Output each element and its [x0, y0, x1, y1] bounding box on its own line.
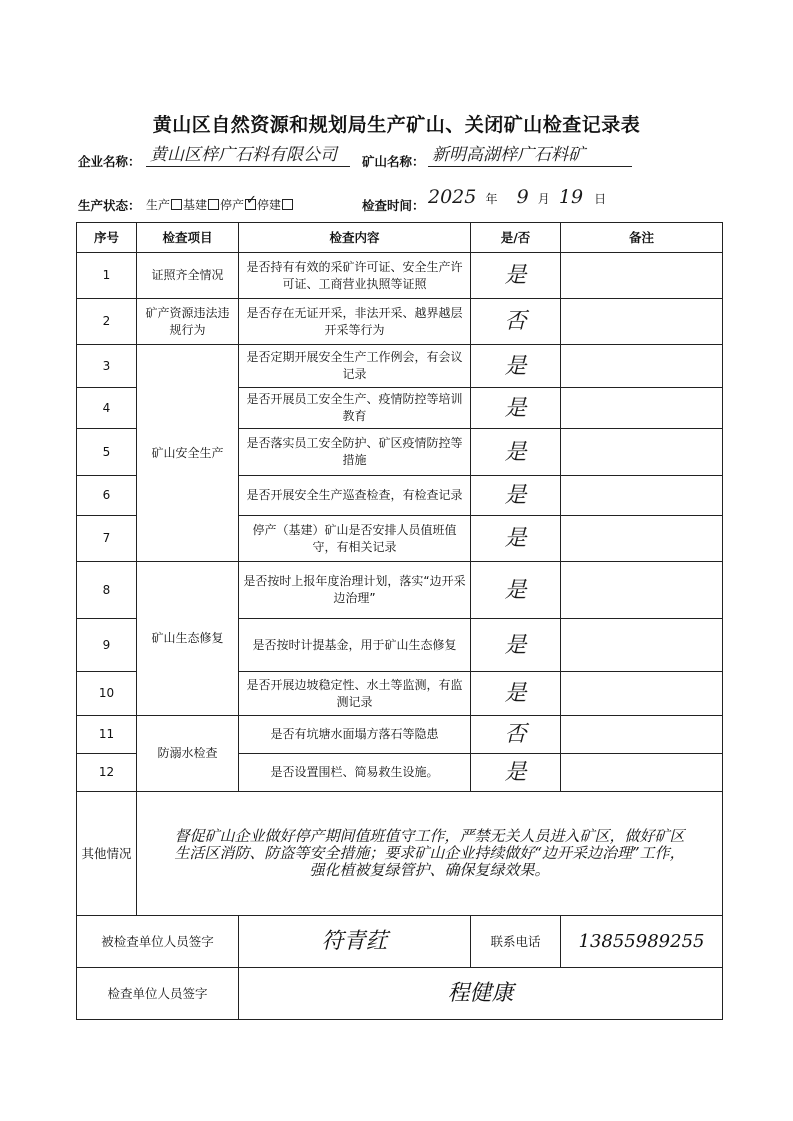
row-note [561, 516, 723, 562]
row-content: 是否设置围栏、简易救生设施。 [239, 754, 471, 792]
header-note: 备注 [561, 223, 723, 253]
row-note [561, 253, 723, 299]
other-text [137, 792, 723, 916]
row-answer: 是 [471, 672, 561, 716]
row-answer: 是 [471, 562, 561, 619]
enterprise-label: 企业名称： [78, 154, 141, 169]
status-checkbox[interactable] [282, 199, 293, 210]
row-answer: 是 [471, 388, 561, 429]
table-row [77, 299, 723, 345]
date-year: 2025 [428, 186, 477, 208]
row-content: 是否有坑塘水面塌方落石等隐患 [239, 716, 471, 754]
status-label: 生产状态： [78, 198, 141, 213]
phone-value: 13855989255 [561, 916, 723, 968]
other-line: 强化植被复绿管护、确保复绿效果。 [309, 861, 550, 879]
header-content: 检查内容 [239, 223, 471, 253]
status-checkbox[interactable] [245, 199, 256, 210]
row-content: 是否开展安全生产巡查检查，有检查记录 [239, 476, 471, 516]
date-month-unit: 月 [537, 192, 550, 206]
date-label: 检查时间： [362, 198, 425, 213]
status-option-label: 生产 [146, 198, 171, 212]
other-line: 督促矿山企业做好停产期间值班值守工作，严禁无关人员进入矿区，做好矿区 [174, 827, 685, 845]
table-row [77, 716, 723, 754]
row-no: 5 [77, 429, 137, 476]
row-content: 是否落实员工安全防护、矿区疫情防控等措施 [239, 429, 471, 476]
document-title: 黄山区自然资源和规划局生产矿山、关闭矿山检查记录表 [152, 114, 641, 136]
inspector-signature: 程健康 [239, 968, 723, 1020]
row-answer: 是 [471, 476, 561, 516]
status-option-label: 停产 [220, 198, 245, 212]
date-month: 9 [516, 186, 529, 208]
row-no: 11 [77, 716, 137, 754]
status-checkbox[interactable] [171, 199, 182, 210]
row-answer: 是 [471, 345, 561, 388]
row-note [561, 754, 723, 792]
row-no: 2 [77, 299, 137, 345]
status-checkbox[interactable] [208, 199, 219, 210]
table-row [77, 253, 723, 299]
date-day-unit: 日 [594, 192, 607, 206]
row-answer: 是 [471, 429, 561, 476]
enterprise-value: 黄山区梓广石料有限公司 [146, 140, 350, 167]
row-no: 7 [77, 516, 137, 562]
row-answer: 是 [471, 516, 561, 562]
row-content: 是否按时计提基金，用于矿山生态修复 [239, 619, 471, 672]
row-answer: 否 [471, 299, 561, 345]
row-no: 10 [77, 672, 137, 716]
row-note [561, 299, 723, 345]
date-day: 19 [558, 186, 584, 208]
status-option-label: 停建 [257, 198, 282, 212]
row-note [561, 388, 723, 429]
inspection-table [76, 222, 723, 1020]
row-no: 3 [77, 345, 137, 388]
status-options [146, 196, 294, 213]
row-no: 1 [77, 253, 137, 299]
row-no: 12 [77, 754, 137, 792]
row-content: 是否按时上报年度治理计划，落实“边开采边治理” [239, 562, 471, 619]
row-content: 是否持有有效的采矿许可证、安全生产许可证、工商营业执照等证照 [239, 253, 471, 299]
row-answer: 是 [471, 619, 561, 672]
table-header-row [77, 223, 723, 253]
status-option-label: 基建 [183, 198, 208, 212]
row-item: 矿山生态修复 [137, 562, 239, 716]
inspector-sign-label: 检查单位人员签字 [77, 968, 239, 1020]
row-note [561, 476, 723, 516]
date-year-unit: 年 [485, 192, 498, 206]
row-content: 是否开展员工安全生产、疫情防控等培训教育 [239, 388, 471, 429]
row-content: 是否开展边坡稳定性、水土等监测，有监测记录 [239, 672, 471, 716]
row-note [561, 672, 723, 716]
inspected-signature: 符青荭 [239, 916, 471, 968]
other-label: 其他情况 [77, 792, 137, 916]
row-note [561, 562, 723, 619]
mine-label: 矿山名称： [362, 154, 425, 169]
row-content: 停产（基建）矿山是否安排人员值班值守，有相关记录 [239, 516, 471, 562]
mine-value: 新明高湖梓广石料矿 [428, 140, 632, 167]
header-item: 检查项目 [137, 223, 239, 253]
row-note [561, 345, 723, 388]
table-row [77, 562, 723, 619]
row-no: 8 [77, 562, 137, 619]
header-no: 序号 [77, 223, 137, 253]
row-no: 9 [77, 619, 137, 672]
row-item: 证照齐全情况 [137, 253, 239, 299]
row-answer: 否 [471, 716, 561, 754]
row-item: 矿山安全生产 [137, 345, 239, 562]
row-note [561, 619, 723, 672]
row-no: 6 [77, 476, 137, 516]
row-answer: 是 [471, 253, 561, 299]
other-row [77, 792, 723, 916]
row-content: 是否存在无证开采，非法开采、越界越层开采等行为 [239, 299, 471, 345]
inspector-sign-row [77, 968, 723, 1020]
header-answer: 是/否 [471, 223, 561, 253]
row-item: 矿产资源违法违规行为 [137, 299, 239, 345]
phone-label: 联系电话 [471, 916, 561, 968]
date-field [428, 186, 618, 212]
row-item: 防溺水检查 [137, 716, 239, 792]
inspected-sign-row [77, 916, 723, 968]
table-row [77, 345, 723, 388]
row-no: 4 [77, 388, 137, 429]
other-line: 生活区消防、防盗等安全措施；要求矿山企业持续做好“边开采边治理”工作， [174, 844, 685, 862]
row-note [561, 716, 723, 754]
row-answer: 是 [471, 754, 561, 792]
row-content: 是否定期开展安全生产工作例会，有会议记录 [239, 345, 471, 388]
row-note [561, 429, 723, 476]
inspected-sign-label: 被检查单位人员签字 [77, 916, 239, 968]
